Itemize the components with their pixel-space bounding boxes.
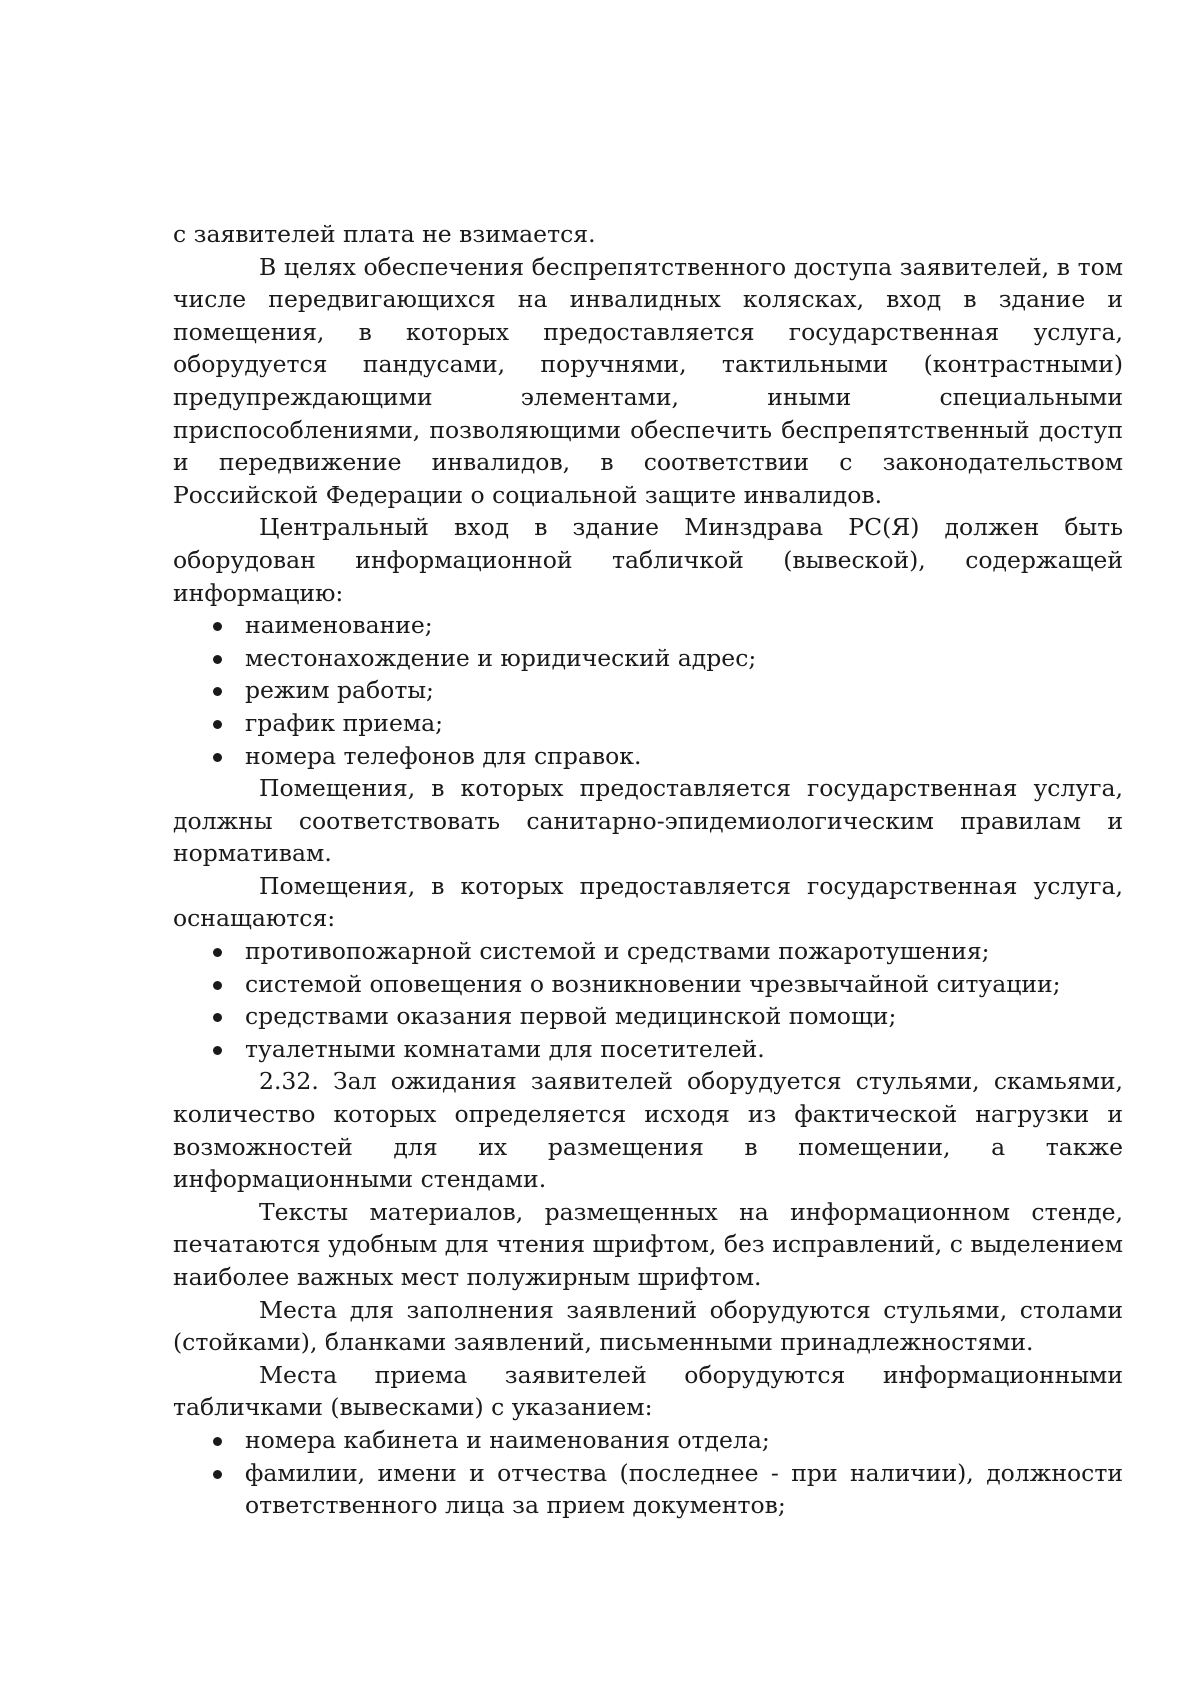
bullet-item [173,935,1123,968]
bullet-item-text: режим работы; [245,676,434,705]
paragraph: 2.32. Зал ожидания заявителей оборудуется стульями, скамьями, количество которых определяется исходя из фактической нагрузки и возможностей для их размещения в помещении, а также информационными стендами. [173,1067,1123,1194]
bullet-item-text: наименование; [245,611,433,640]
bullet-item-text: противопожарной системой и средствами пожаротушения; [245,937,990,966]
bullet-dot-icon [213,753,222,762]
bullet-dot-icon [213,981,222,990]
bullet-item-text: системой оповещения о возникновении чрезвычайной ситуации; [245,969,1061,998]
bullet-item [173,1000,1123,1033]
bullet-dot-icon [213,1046,222,1055]
bullet-dot-icon [213,1437,222,1446]
bullet-dot-icon [213,655,222,664]
paragraph: Помещения, в которых предоставляется государственная услуга, должны соответствовать санитарно-эпидемиологическим правилам и нормативам. [173,774,1123,868]
bullet-item [173,1457,1123,1522]
bullet-item [173,609,1123,642]
paragraph: Центральный вход в здание Минздрава РС(Я) должен быть оборудован информационной табличкой (вывеской), содержащей информацию: [173,513,1123,607]
bullet-dot-icon [213,720,222,729]
bullet-list [173,935,1123,1065]
bullet-list [173,1424,1123,1522]
paragraph: Помещения, в которых предоставляется государственная услуга, оснащаются: [173,871,1123,933]
paragraph: Места для заполнения заявлений оборудуются стульями, столами (стойками), бланками заявлений, письменными принадлежностями. [173,1295,1123,1357]
bullet-dot-icon [213,1013,222,1022]
bullet-item [173,642,1123,675]
paragraph: Тексты материалов, размещенных на информационном стенде, печатаются удобным для чтения шрифтом, без исправлений, с выделением наиболее важных мест полужирным шрифтом. [173,1197,1123,1291]
bullet-item [173,674,1123,707]
bullet-item-text: номера телефонов для справок. [245,741,642,770]
bullet-dot-icon [213,1470,222,1479]
bullet-item-text: местонахождение и юридический адрес; [245,643,757,672]
bullet-item [173,1424,1123,1457]
bullet-item-text: средствами оказания первой медицинской помощи; [245,1002,897,1031]
bullet-dot-icon [213,948,222,957]
paragraph: В целях обеспечения беспрепятственного доступа заявителей, в том числе передвигающихся на инвалидных колясках, вход в здание и помещения, в которых предоставляется государственная услуга, оборудуется пандусами, поручнями, тактильными (контрастными) предупреждающими элементами, иными специальными приспособлениями, позволяющими обеспечить беспрепятственный доступ и передвижение инвалидов, в соответствии с законодательством Российской Федерации о социальной защите инвалидов. [173,252,1123,509]
bullet-item [173,740,1123,773]
paragraph: с заявителей плата не взимается. [173,220,596,248]
bullet-item-text: номера кабинета и наименования отдела; [245,1425,770,1454]
document-body [173,218,1123,1522]
bullet-item [173,968,1123,1001]
bullet-item [173,1033,1123,1066]
bullet-item-text: график приема; [245,708,444,737]
bullet-list [173,609,1123,772]
paragraph: Места приема заявителей оборудуются информационными табличками (вывесками) с указанием: [173,1360,1123,1422]
bullet-item-text: туалетными комнатами для посетителей. [245,1034,765,1063]
bullet-dot-icon [213,687,222,696]
bullet-item-text: фамилии, имени и отчества (последнее - при наличии), должности ответственного лица за прием документов; [245,1458,1123,1520]
bullet-item [173,707,1123,740]
bullet-dot-icon [213,622,222,631]
